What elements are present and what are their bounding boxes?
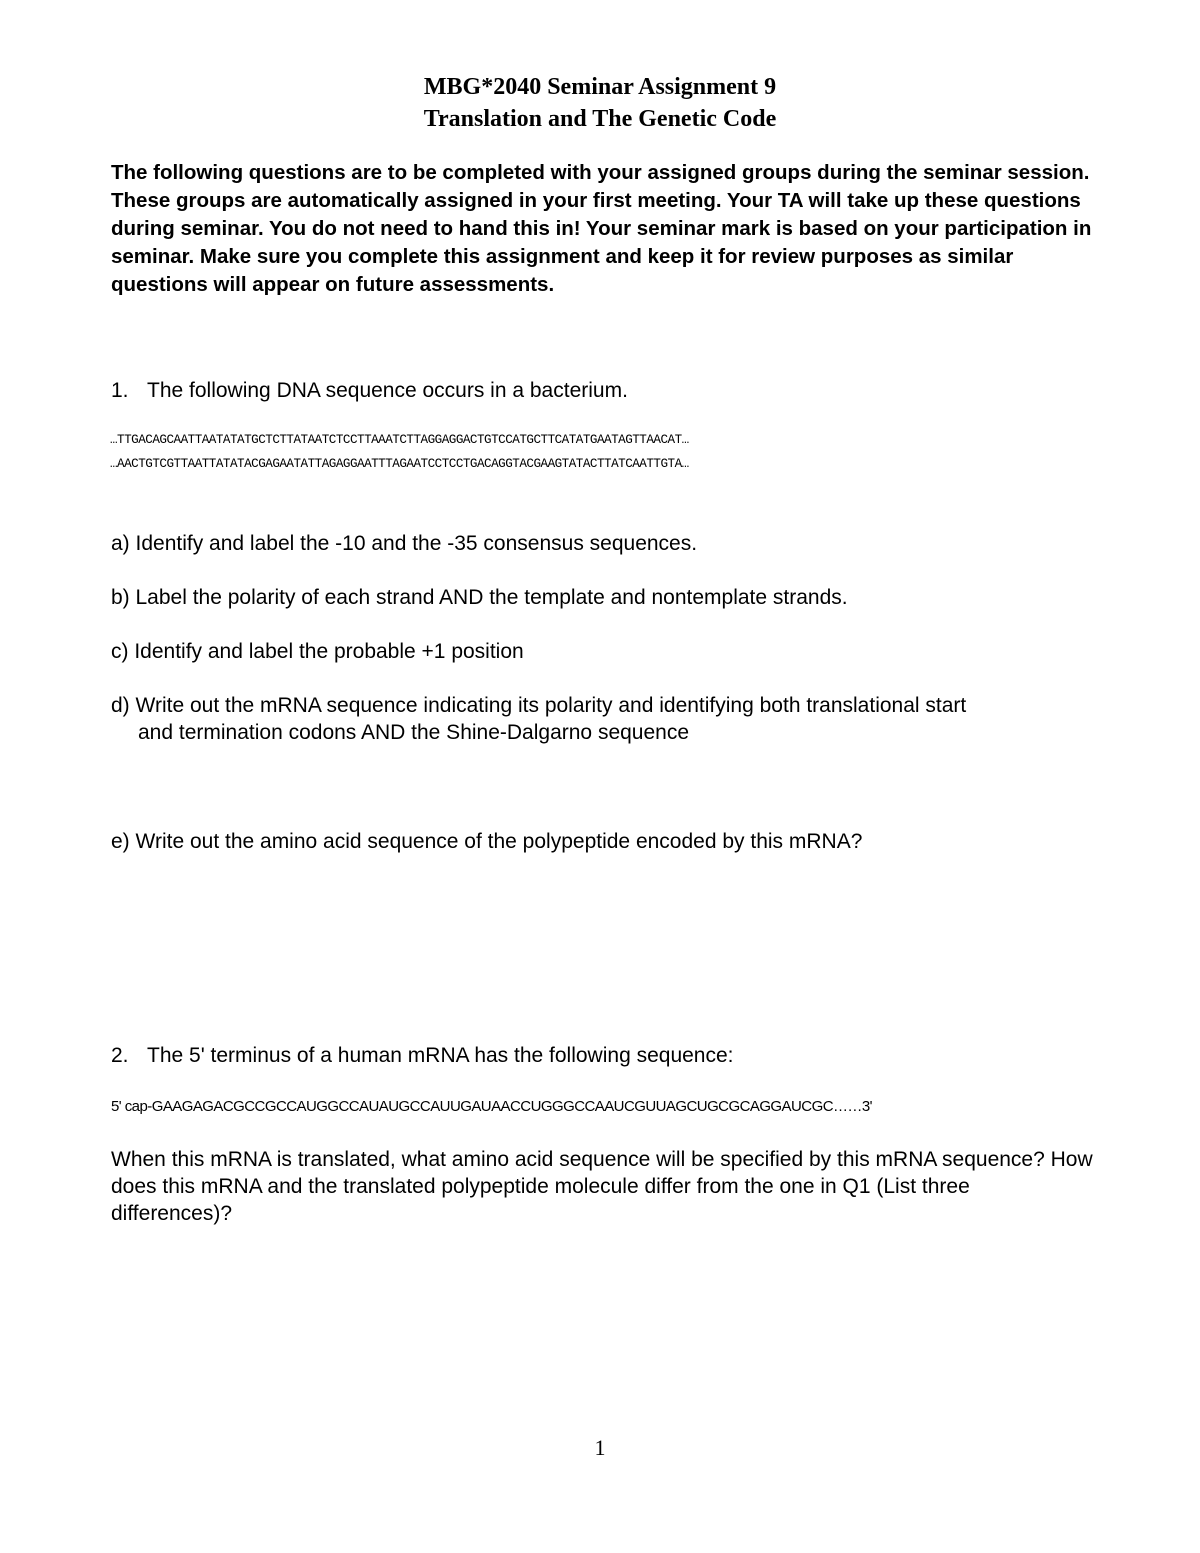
page-number: 1 <box>594 1435 606 1460</box>
question-1b: b) Label the polarity of each strand AND the template and nontemplate strands. <box>111 586 848 609</box>
dna-strand-top: …TTGACAGCAATTAATATATGCTCTTATAATCTCCTTAAATCTTAGGAGGACTGTCCATGCTTCATATGAATAGTTAACAT… <box>110 433 689 447</box>
question-2-prompt: When this mRNA is translated, what amino acid sequence will be specified by this mRNA sequence? How does this mRNA and the translated polypeptide molecule differ from the one in Q1 (List three differences)? <box>111 1148 1093 1225</box>
document-title: MBG*2040 Seminar Assignment 9 <box>423 74 777 100</box>
question-1d-line-2: and termination codons AND the Shine-Dalgarno sequence <box>138 721 690 744</box>
question-1-number: 1. <box>111 379 129 402</box>
dna-strand-bottom: …AACTGTCGTTAATTATATACGAGAATATTAGAGGAATTTAGAATCCTCCTGACAGGTACGAAGTATACTTATCAATTGTA… <box>110 457 689 471</box>
question-1a: a) Identify and label the -10 and the -35 consensus sequences. <box>111 532 698 555</box>
question-1e: e) Write out the amino acid sequence of the polypeptide encoded by this mRNA? <box>111 830 863 853</box>
question-1c: c) Identify and label the probable +1 position <box>111 640 524 663</box>
question-1 <box>111 378 628 404</box>
question-1d-line-1: d) Write out the mRNA sequence indicating its polarity and identifying both translational start <box>111 694 967 717</box>
instructions-paragraph: The following questions are to be completed with your assigned groups during the seminar session. These groups are automatically assigned in your first meeting. Your TA will take up these questions during seminar. You do not need to hand this in! Your seminar mark is based on your participation in seminar. Make sure you complete this assignment and keep it for review purposes as similar questions will appear on future assessments. <box>111 161 1092 296</box>
question-2 <box>111 1043 734 1069</box>
question-2-text: The 5' terminus of a human mRNA has the following sequence: <box>147 1044 734 1067</box>
document-subtitle: Translation and The Genetic Code <box>423 106 777 132</box>
mrna-sequence: 5' cap-GAAGAGACGCCGCCAUGGCCAUAUGCCAUUGAUAACCUGGGCCAAUCGUUAGCUGCGCAGGAUCGC……3' <box>111 1098 872 1115</box>
question-1-text: The following DNA sequence occurs in a bacterium. <box>147 379 628 402</box>
question-2-number: 2. <box>111 1044 129 1067</box>
